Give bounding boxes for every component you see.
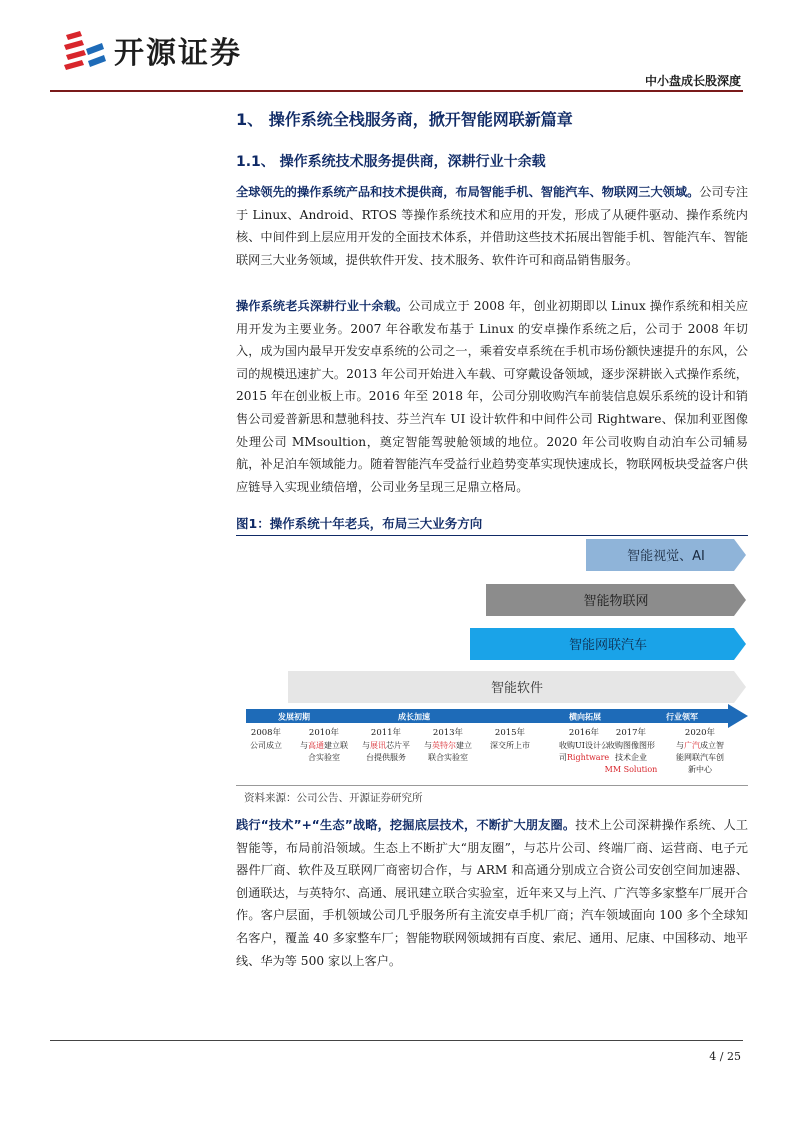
event-desc-segment: 合实验室 xyxy=(308,753,340,762)
logo-text: 开源证券 xyxy=(114,36,242,71)
figure-title: 图1：操作系统十年老兵，布局三大业务方向 xyxy=(236,516,483,531)
event-desc-segment: 建立 xyxy=(456,741,472,750)
logo-mark-icon xyxy=(62,29,108,71)
event-desc-segment: 司 xyxy=(558,753,567,762)
event-year-7: 2020年 xyxy=(684,728,716,738)
event-desc-5-1 xyxy=(559,753,610,762)
figure-top-rule xyxy=(236,535,748,536)
report-category: 中小盘成长股深度 xyxy=(644,74,741,88)
event-desc-segment: 收购UI设计公 xyxy=(559,741,609,750)
event-desc-7-1 xyxy=(676,752,724,762)
paragraph-2-lead: 操作系统老兵深耕行业十余载。 xyxy=(236,299,409,313)
event-desc-6-2 xyxy=(605,765,658,774)
event-desc-segment: 收购图像图形 xyxy=(607,741,655,750)
event-desc-segment: 深交所上市 xyxy=(490,741,530,750)
event-desc-2-1 xyxy=(366,752,406,762)
paragraph-3-lead: 践行“技术”+“生态”战略，挖掘底层技术，不断扩大朋友圈。 xyxy=(236,818,576,832)
section-heading: 1、 操作系统全栈服务商，掀开智能网联新篇章 xyxy=(236,110,573,129)
phase-label-1: 成长加速 xyxy=(398,712,430,722)
event-desc-segment: 技术企业 xyxy=(615,753,647,762)
event-desc-1-1 xyxy=(308,752,340,762)
event-desc-0-0 xyxy=(250,740,282,750)
business-bar-label-2: 智能网联汽车 xyxy=(568,638,648,653)
event-year-5: 2016年 xyxy=(568,728,600,738)
event-desc-segment: 芯片平 xyxy=(386,741,410,750)
event-desc-1-0 xyxy=(300,740,348,750)
figure-source: 资料来源：公司公告、开源证券研究所 xyxy=(244,792,423,804)
event-desc-segment: 与 xyxy=(424,741,432,750)
event-year-0: 2008年 xyxy=(250,728,282,738)
event-desc-3-1 xyxy=(428,752,468,762)
event-year-6: 2017年 xyxy=(615,728,647,738)
phase-label-3: 行业领军 xyxy=(666,712,698,722)
page-number: 4 / 25 xyxy=(709,1050,741,1063)
paragraph-1-lead: 全球领先的操作系统产品和技术提供商，布局智能手机、智能汽车、物联网三大领域。 xyxy=(236,185,700,199)
paragraph-1-body: 公司专注于 Linux、Android、RTOS 等操作系统技术和应用的开发，形成了从硬件驱动、操作系统内核、中间件到上层应用开发的全面技术体系，并借助这些技术拓展出智能手机、智能汽车、智能联网三大业务领域，提供软件开发、技术服务、软件许可和商品销售服务。 xyxy=(236,185,749,267)
event-desc-segment: 英特尔 xyxy=(432,741,456,750)
phase-label-2: 横向拓展 xyxy=(569,712,601,722)
business-bar-label-0: 智能视觉、AI xyxy=(627,549,705,564)
event-desc-3-0 xyxy=(424,740,472,750)
event-year-2: 2011年 xyxy=(370,728,402,738)
event-desc-4-0 xyxy=(490,740,530,750)
business-bar-label-1: 智能物联网 xyxy=(583,594,649,609)
event-desc-6-1 xyxy=(615,752,647,762)
subsection-heading: 1.1、 操作系统技术服务提供商，深耕行业十余载 xyxy=(236,154,546,170)
event-desc-segment: 建立联 xyxy=(324,741,348,750)
footer-divider xyxy=(50,1040,743,1041)
event-desc-segment: 能网联汽车创 xyxy=(676,753,724,762)
paragraph-3-body: 技术上公司深耕操作系统、人工智能等，布局前沿领域。生态上不断扩大“朋友圈”，与芯片公司、终端厂商、运营商、电子元器件厂商、软件及互联网厂商密切合作，与 ARM 和高通分别成立合资公司安创空间加速器、创通联达，与英特尔、高通、展讯建立联合实验室，近年来又与上汽、广汽等多家整车厂展开合作。客户层面，手机领域公司几乎服务所有主流安卓手机厂商；汽车领域面向 100 多个全球知名客户，覆盖 40 多家整车厂；智能物联网领域拥有百度、索尼、通用、尼康、中国移动、地平线、华为等 500 家以上客户。 xyxy=(236,818,748,968)
paragraph-1 xyxy=(236,181,748,271)
event-desc-7-2 xyxy=(688,764,713,774)
header-divider xyxy=(50,90,743,92)
timeline-diagram xyxy=(236,537,748,783)
event-desc-7-0 xyxy=(676,740,724,750)
figure-bottom-rule xyxy=(236,785,748,786)
event-desc-5-0 xyxy=(559,740,609,750)
event-desc-segment: 与 xyxy=(676,741,684,750)
event-year-1: 2010年 xyxy=(308,728,340,738)
business-bar-label-3: 智能软件 xyxy=(490,681,544,696)
event-desc-segment: 广汽 xyxy=(684,741,700,750)
event-desc-segment: 与 xyxy=(362,741,370,750)
event-desc-segment: 展讯 xyxy=(370,741,386,750)
event-year-4: 2015年 xyxy=(494,728,526,738)
event-desc-segment: Rightware xyxy=(566,753,610,762)
business-timeline-figure xyxy=(236,537,748,783)
event-desc-segment: 高通 xyxy=(308,741,324,750)
event-desc-2-0 xyxy=(362,740,410,750)
paragraph-2-body: 公司成立于 2008 年，创业初期即以 Linux 操作系统和相关应用开发为主要业务。2007 年谷歌发布基于 Linux 的安卓操作系统之后，公司于 2008 年切入，成为国内最早开发安卓系统的公司之一，乘着安卓系统在手机市场份额快速提升的东风，公司的规模迅速扩大。2013 年公司开始进入车载、可穿戴设备领域，逐步深耕嵌入式操作系统，2015 年在创业板上市。2016 年至 2018 年，公司分别收购汽车前装信息娱乐系统的设计和销售公司爱普新思和慧驰科技、芬兰汽车 UI 设计软件和中间件公司 Rightware、保加利亚图像处理公司 MMsoultion，奠定智能驾驶舱领域的地位。2020 年公司收购自动泊车公司辅易航，补足泊车领域能力。随着智能汽车受益行业趋势变革实现快速成长，物联网板块受益客户供应链导入实现业绩倍增，公司业务呈现三足鼎立格局。 xyxy=(236,299,749,494)
event-desc-segment: 公司成立 xyxy=(250,741,282,750)
paragraph-3 xyxy=(236,814,748,972)
event-desc-segment: 成立智 xyxy=(700,741,724,750)
event-desc-6-0 xyxy=(607,740,655,750)
event-desc-segment: MM Solution xyxy=(604,765,658,774)
event-desc-segment: 台提供服务 xyxy=(366,753,406,762)
paragraph-2 xyxy=(236,295,748,498)
event-desc-segment: 与 xyxy=(300,741,308,750)
phase-label-0: 发展初期 xyxy=(278,712,310,722)
event-desc-segment: 新中心 xyxy=(688,765,712,774)
event-desc-segment: 联合实验室 xyxy=(428,753,468,762)
event-year-3: 2013年 xyxy=(432,728,464,738)
company-logo xyxy=(62,28,242,72)
